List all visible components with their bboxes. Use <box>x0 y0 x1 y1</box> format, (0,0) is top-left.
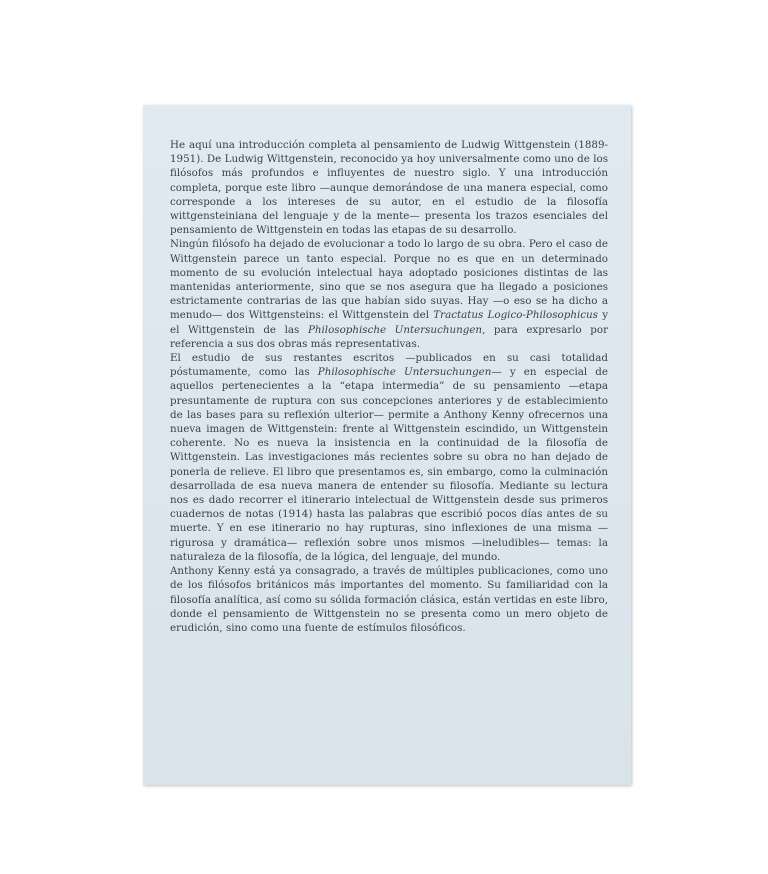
book-back-cover <box>143 105 631 785</box>
blurb-paragraph-1 <box>170 138 608 237</box>
blurb-paragraph-4 <box>170 564 608 635</box>
blurb-text: He aquí una introducción completa al pensamiento de Ludwig Wittgenstein (1889-1951). De Ludwig Wittgenstein, reconocido ya hoy universalmente como uno de los filósofos más profundos e influyentes de nuestro siglo. Y una introducción completa, porque este libro —aunque demorándose de una manera especial, como corresponde a los intereses de su autor, en el estudio de la filosofía wittgensteiniana del lenguaje y de la mente— presenta los trazos esenciales del pensamiento de Wittgenstein en todas las etapas de su desarrollo. <box>170 139 608 237</box>
blurb-paragraph-2 <box>170 237 608 351</box>
blurb-text: y el Wittgenstein de las <box>170 309 609 336</box>
blurb-title-italic: Tractatus Logico-Philosophicus <box>433 309 598 322</box>
blurb-paragraph-3 <box>170 351 608 564</box>
blurb-title-italic: Philosophische Untersuchungen, <box>307 323 486 336</box>
blurb-title-italic: Philosophische Untersuchungen <box>317 366 492 379</box>
blurb-text: Ningún filósofo ha dejado de evolucionar a todo lo largo de su obra. Pero el caso de Wittgenstein parece un tanto especial. Porque no es que en un determinado momento de su evolución intelectual haya adoptado posiciones distintas de las mantenidas anteriormente, sino que se nos asegura que ha llegado a posiciones estrictamente contrarias de las que habían sido suyas. Hay —o eso se ha dicho a menudo— dos Wittgensteins: el Wittgenstein del <box>170 238 608 322</box>
blurb-text: Anthony Kenny está ya consagrado, a través de múltiples publicaciones, como uno de los filósofos británicos más importantes del momento. Su familiaridad con la filosofía analítica, así como su sólida formación clásica, están vertidas en este libro, donde el pensamiento de Wittgenstein no se presenta como un mero objeto de erudición, sino como una fuente de estímulos filosóficos. <box>170 565 608 634</box>
back-cover-blurb <box>170 138 608 635</box>
blurb-text: El estudio de sus restantes escritos —publicados en su casi totalidad póstumamente, como las <box>170 352 608 379</box>
blurb-text: — y en especial de aquellos pertenecientes a la “etapa intermedia” de su pensamiento —etapa presuntamente de ruptura con sus concepciones anteriores y de establecimiento de las bases para su reflexión ulterior— permite a Anthony Kenny ofrecernos una nueva imagen de Wittgenstein: frente al Wittgenstein escindido, un Wittgenstein coherente. No es nueva la insistencia en la continuidad de la filosofía de Wittgenstein. Las investigaciones más recientes sobre su obra no han dejado de ponerla de relieve. El libro que presentamos es, sin embargo, como la culminación desarrollada de esa nueva manera de entender su filosofía. Mediante su lectura nos es dado recorrer el itinerario intelectual de Wittgenstein desde sus primeros cuadernos de notas (1914) hasta las palabras que escribió pocos días antes de su muerte. Y en ese itinerario no hay rupturas, sino inflexiones de una misma —rigurosa y dramática— reflexión sobre unos mismos —ineludibles— temas: la naturaleza de la filosofía, de la lógica, del lenguaje, del mundo. <box>170 366 608 563</box>
blurb-text: para expresarlo por referencia a sus dos obras más representativas. <box>170 323 609 350</box>
